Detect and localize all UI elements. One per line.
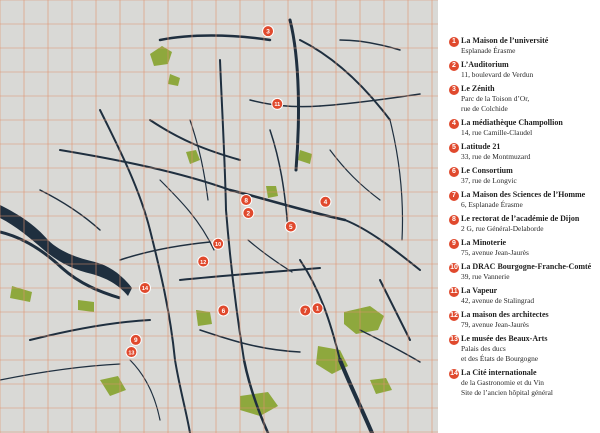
legend-title: La maison des architectes — [461, 310, 549, 319]
legend-number-badge: 3 — [449, 85, 459, 95]
map-marker-number: 10 — [215, 242, 222, 249]
map-marker-10[interactable] — [213, 238, 224, 249]
map-marker-number: 13 — [128, 350, 135, 357]
legend-address-line: Parc de la Toison d’Or, — [461, 94, 530, 103]
map-marker-number: 2 — [246, 210, 251, 218]
map-marker-number: 12 — [200, 259, 207, 266]
legend-address-line: Palais des ducs — [461, 344, 506, 353]
legend-address-line: 14, rue Camille-Claudel — [461, 128, 533, 137]
map-marker-number: 6 — [221, 307, 226, 315]
legend-address-line: Site de l’ancien hôpital général — [461, 388, 553, 397]
legend-address-line: 42, avenue de Stalingrad — [461, 296, 535, 305]
map-marker-number: 7 — [303, 307, 308, 315]
legend-title: La Maison des Sciences de l’Homme — [461, 190, 586, 199]
map-marker-5[interactable] — [285, 221, 296, 232]
map-marker-14[interactable] — [139, 282, 150, 293]
map-marker-12[interactable] — [198, 256, 209, 267]
map-marker-number: 5 — [289, 223, 293, 231]
legend-address-line: 37, rue de Longvic — [461, 176, 517, 185]
legend-address-line: et des États de Bourgogne — [461, 354, 539, 363]
legend-number-badge: 10 — [450, 264, 458, 271]
map-marker-number: 1 — [315, 305, 320, 313]
map-marker-4[interactable] — [320, 196, 331, 207]
legend-address-line: 33, rue de Montmuzard — [461, 152, 531, 161]
map-marker-number: 8 — [244, 197, 248, 205]
legend-number-badge: 9 — [449, 239, 459, 249]
legend-title: La médiathèque Champollion — [461, 118, 563, 127]
legend-address-line: 6, Esplanade Érasme — [461, 200, 523, 209]
map-marker-number: 4 — [323, 199, 328, 207]
legend-title: Le musée des Beaux-Arts — [461, 334, 548, 343]
map-marker-1[interactable] — [312, 303, 323, 314]
map-marker-7[interactable] — [300, 305, 311, 316]
legend-title: L’Auditorium — [461, 60, 509, 69]
legend-title: Le Consortium — [461, 166, 513, 175]
map-marker-13[interactable] — [126, 347, 137, 358]
legend-title: Le rectorat de l’académie de Dijon — [461, 214, 580, 223]
legend-number-badge: 13 — [450, 336, 458, 343]
legend-number-badge: 2 — [449, 61, 459, 71]
legend-title: Le Zénith — [461, 84, 495, 93]
map-marker-2[interactable] — [243, 208, 254, 219]
legend-number-badge: 1 — [449, 37, 459, 47]
legend-address-line: 79, avenue Jean-Jaurès — [461, 320, 529, 329]
legend-address-line: Esplanade Érasme — [461, 46, 516, 55]
map-marker-9[interactable] — [130, 334, 141, 345]
map-marker-number: 14 — [141, 286, 149, 293]
legend-number-badge: 5 — [449, 143, 459, 153]
legend-number-badge: 6 — [449, 167, 459, 177]
legend-address-line: de la Gastronomie et du Vin — [461, 378, 544, 387]
legend-number-badge: 7 — [449, 191, 459, 201]
legend-address-line: 11, boulevard de Verdun — [461, 70, 534, 79]
legend-number-badge: 12 — [450, 312, 458, 319]
legend-address-line: 2 G, rue Général-Delaborde — [461, 224, 544, 233]
legend-title: La Cité internationale — [461, 368, 537, 377]
legend-title: La Minoterie — [461, 238, 507, 247]
legend-address-line: 39, rue Vannerie — [461, 272, 510, 281]
map-marker-number: 3 — [266, 28, 270, 36]
legend-title: Latitude 21 — [461, 142, 501, 151]
legend-title: La DRAC Bourgogne-Franche-Comté — [461, 262, 592, 271]
map-marker-number: 9 — [133, 337, 138, 345]
legend-title: La Vapeur — [461, 286, 498, 295]
legend-title: La Maison de l’université — [461, 36, 549, 45]
legend-number-badge: 4 — [449, 119, 459, 129]
map-marker-11[interactable] — [272, 98, 283, 109]
legend-number-badge: 11 — [450, 288, 458, 295]
map-marker-6[interactable] — [218, 305, 229, 316]
map-marker-3[interactable] — [263, 26, 274, 37]
legend-address-line: rue de Colchide — [461, 104, 508, 113]
legend-address-line: 75, avenue Jean-Jaurès — [461, 248, 529, 257]
legend-number-badge: 8 — [449, 215, 459, 225]
map-marker-number: 11 — [274, 102, 281, 109]
map-marker-8[interactable] — [241, 195, 252, 206]
legend-number-badge: 14 — [450, 370, 458, 377]
